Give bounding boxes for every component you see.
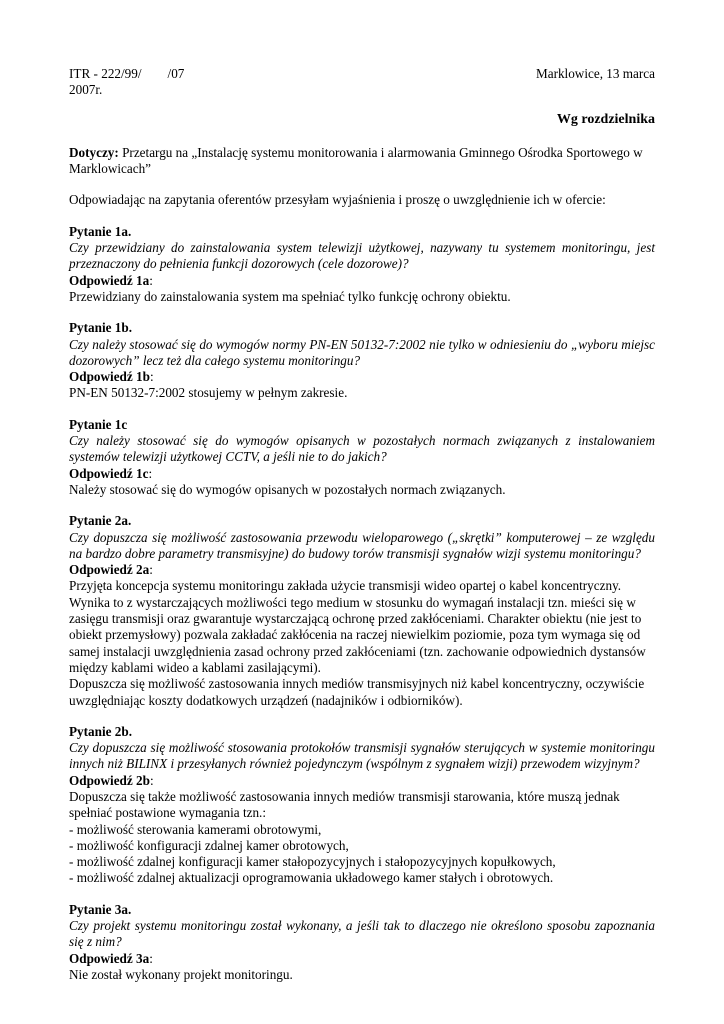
answer-text: Należy stosować się do wymogów opisanych w pozostałych normach związanych.: [69, 481, 506, 497]
answer-label: Odpowiedź 1a: [69, 272, 150, 288]
question-text: Czy dopuszcza się możliwość stosowania protokołów transmisji sygnałów sterujących w systemie monitoringu innych niż BILINX i przesyłanych również pojedynczym (wspólnym z sygnałem wizji) przewodem wizyjnym?: [69, 740, 655, 772]
answer-text: - możliwość zdalnej konfiguracji kamer stałopozycyjnych i stałopozycyjnych kopułkowych,: [69, 854, 556, 870]
ref-part-b: /07: [167, 66, 185, 81]
answer-text: Dopuszcza się możliwość zastosowania innych mediów transmisyjnych niż kabel koncentryczny, oczywiście uwzględniając koszty dodatkowych urządzeń (nadajników i odbiorników).: [69, 676, 645, 708]
question-text: Czy należy stosować się do wymogów opisanych w pozostałych normach związanych z instalowaniem systemów telewizji użytkowej CCTV, a jeśli nie to do jakich?: [69, 433, 655, 465]
question-label: Pytanie 2b.: [69, 723, 133, 739]
question-text: Czy projekt systemu monitoringu został wykonany, a jeśli tak to dlaczego nie określono sposobu zapoznania się z nim?: [69, 918, 655, 950]
answer-text: PN-EN 50132-7:2002 stosujemy w pełnym zakresie.: [69, 385, 348, 401]
answer-label: Odpowiedź 1b: [69, 369, 150, 385]
answer-heading: Odpowiedź 3a:: [69, 950, 153, 966]
qa-block: [69, 498, 655, 709]
answer-text: - możliwość konfiguracji zdalnej kamer obrotowych,: [69, 837, 349, 853]
answer-text: - możliwość zdalnej aktualizacji oprogramowania układowego kamer stałych i obrotowych.: [69, 870, 554, 886]
question-label: Pytanie 2a.: [69, 513, 132, 529]
qa-block: [69, 709, 655, 887]
question-text: Czy należy stosować się do wymogów normy PN-EN 50132-7:2002 nie tylko w odniesieniu do „wyboru miejsc dozorowych” lecz też dla całego systemu monitoringu?: [69, 336, 655, 368]
question-text: Czy przewidziany do zainstalowania system telewizji użytkowej, nazywany tu systemem monitoringu, jest przeznaczony do pełnienia funkcji dozorowych (cele dozorowe)?: [69, 240, 655, 272]
answer-text: Przyjęta koncepcja systemu monitoringu zakłada użycie transmisji wideo opartej o kabel koncentryczny. Wynika to z wystarczających możliwości tego medium w stosunku do wymagań instalacji tzn. mieści się w zasięgu transmisji oraz gwarantuje wystarczającą ochronę przed zakłóceniami. Charakter obiektu (nie jest to obiekt przemysłowy) pozwala zakładać zakłócenia na raczej niewielkim poziomie, poza tym wymaga się od samej instalacji uwzględnienia zasad ochrony przed zakłóceniami (tzn. zachowanie odpowiednich dystansów między kablami wideo a kablami zasilającymi).: [69, 578, 646, 675]
question-label: Pytanie 1b.: [69, 320, 133, 336]
place-date: Marklowice, 13 marca: [535, 66, 655, 81]
answer-text: Dopuszcza się także możliwość zastosowania innych mediów transmisji starowania, które muszą jednak spełniać postawione wymagania tzn.:: [69, 788, 620, 821]
answer-heading: Odpowiedź 2a:: [69, 562, 153, 578]
answer-text: Przewidziany do zainstalowania system ma spełniać tylko funkcję ochrony obiektu.: [69, 288, 511, 304]
ref-part-a: ITR - 222/99/: [69, 66, 142, 81]
subject-label: Dotyczy:: [69, 144, 119, 160]
question-text: Czy dopuszcza się możliwość zastosowania przewodu wieloparowego („skrętki” komputerowej – ze względu na bardzo dobre parametry transmisyjne) do budowy torów transmisji sygnałów wizji systemu monitoringu?: [69, 529, 655, 561]
letter-header: [69, 66, 655, 82]
answer-heading: Odpowiedź 2b:: [69, 772, 154, 788]
subject-text: Przetargu na „Instalację systemu monitorowania i alarmowania Gminnego Ośrodka Sportowego w Marklowicach”: [69, 144, 643, 177]
subject-line: [69, 145, 655, 178]
answer-heading: Odpowiedź 1c:: [69, 465, 153, 481]
qa-block: [69, 209, 655, 305]
question-label: Pytanie 1a.: [69, 223, 132, 239]
answer-label: Odpowiedź 3a: [69, 950, 150, 966]
answer-text: Nie został wykonany projekt monitoringu.: [69, 966, 293, 982]
qa-list: [69, 209, 655, 983]
date-year: 2007r.: [69, 82, 103, 98]
question-label: Pytanie 3a.: [69, 901, 132, 917]
qa-block: [69, 402, 655, 498]
answer-text: - możliwość sterowania kamerami obrotowymi,: [69, 821, 322, 837]
qa-block: [69, 305, 655, 401]
answer-label: Odpowiedź 1c: [69, 465, 149, 481]
intro-text: Odpowiadając na zapytania oferentów przesyłam wyjaśnienia i proszę o uwzględnienie ich w ofercie:: [69, 192, 606, 208]
letter-page: [69, 66, 655, 983]
answer-heading: Odpowiedź 1a:: [69, 272, 153, 288]
answer-heading: Odpowiedź 1b:: [69, 369, 154, 385]
question-label: Pytanie 1c: [69, 416, 128, 432]
distribution-label: Wg rozdzielnika: [556, 111, 655, 127]
answer-label: Odpowiedź 2a: [69, 562, 150, 578]
qa-block: [69, 887, 655, 983]
reference-number: [69, 66, 184, 82]
answer-label: Odpowiedź 2b: [69, 772, 150, 788]
